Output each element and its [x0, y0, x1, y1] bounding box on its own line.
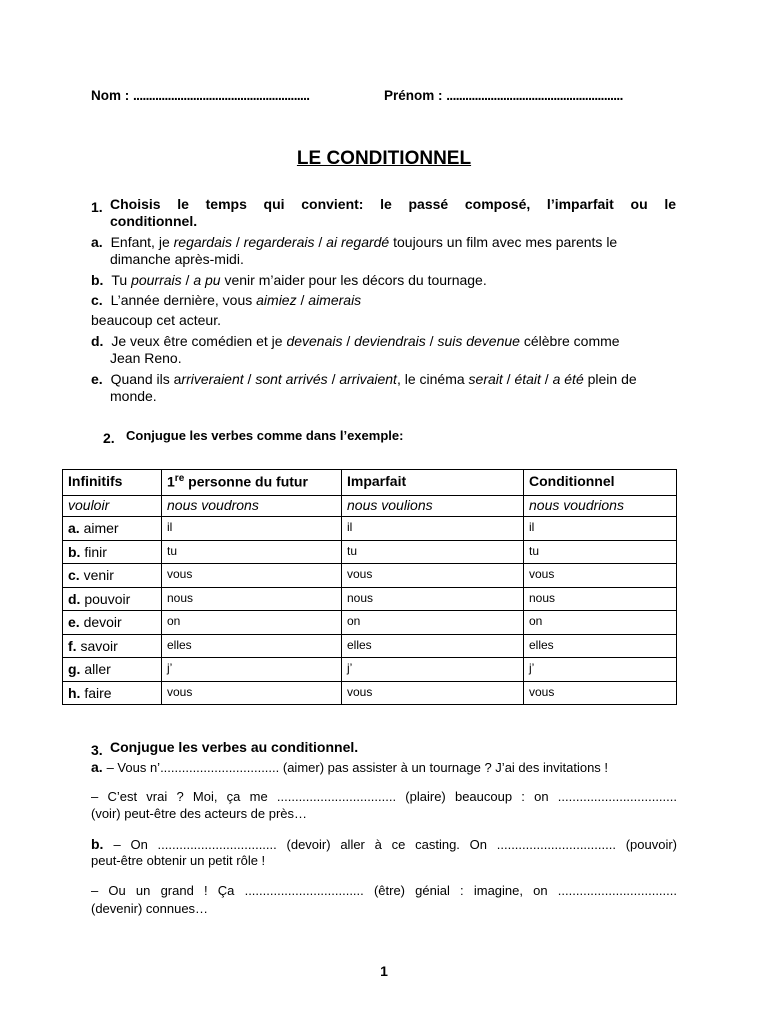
- section1-item-e-line2: monde.: [110, 388, 157, 404]
- page-number: 1: [380, 963, 388, 979]
- verb-infinitive: aimer: [83, 520, 119, 536]
- table-row: [63, 681, 677, 705]
- section1-item-a-line2: dimanche après-midi.: [110, 251, 244, 267]
- pronoun-cell: vous: [524, 681, 677, 705]
- verb-infinitive: venir: [83, 567, 114, 583]
- pronoun-cell: vous: [162, 681, 342, 705]
- row-label: b.: [68, 543, 81, 560]
- item-text: Je veux être comédien et je: [111, 333, 287, 349]
- pronoun-cell: elles: [524, 634, 677, 658]
- section1-item-c: [91, 292, 361, 309]
- section1-item-e: [91, 371, 637, 388]
- separator: /: [296, 292, 309, 308]
- row-label: g.: [68, 661, 81, 677]
- row-label: e.: [68, 614, 80, 630]
- verb-cell: [63, 658, 162, 682]
- col-header-imparfait: Imparfait: [342, 470, 524, 496]
- item-label: b.: [91, 836, 104, 852]
- section1-number: 1.: [91, 199, 103, 215]
- col-header-conditionnel: Conditionnel: [524, 470, 677, 496]
- verb-infinitive: finir: [84, 543, 107, 560]
- choice-option: a été: [552, 371, 584, 387]
- pronoun-cell: nous: [342, 587, 524, 611]
- section1-item-d: [91, 333, 620, 350]
- verb-cell: [63, 681, 162, 705]
- section3-line-a2: – C’est vrai ? Moi, ça me ................................. (plaire) beaucoup : on .................................: [91, 789, 677, 804]
- section3-instruction: Conjugue les verbes au conditionnel.: [110, 739, 359, 755]
- name-field: [91, 88, 309, 103]
- item-label: a.: [91, 759, 103, 775]
- name-label: Nom :: [91, 88, 130, 103]
- pronoun-cell: on: [342, 611, 524, 635]
- table-row-example: [63, 496, 677, 517]
- choice-option: était: [514, 371, 541, 387]
- item-text: toujours un film avec mes parents le: [389, 234, 618, 250]
- row-label: c.: [68, 567, 80, 583]
- table-cell: vouloir: [63, 496, 162, 517]
- pronoun-cell: tu: [524, 540, 677, 564]
- section1-item-d-line2: Jean Reno.: [110, 350, 182, 366]
- verb-infinitive: devoir: [83, 614, 122, 630]
- table-cell: nous voulions: [342, 496, 524, 517]
- separator: /: [243, 371, 256, 387]
- row-label: a.: [68, 520, 80, 536]
- choice-option: regarderais: [243, 234, 315, 250]
- firstname-dots: ........................................................: [446, 88, 623, 103]
- table-cell: nous voudrons: [162, 496, 342, 517]
- table-row: [63, 587, 677, 611]
- item-text: célèbre comme: [519, 333, 620, 349]
- item-text: Tu: [111, 272, 132, 288]
- choice-option: suis devenue: [437, 333, 520, 349]
- separator: /: [181, 272, 194, 288]
- separator: /: [425, 333, 438, 349]
- item-label: a.: [91, 234, 103, 250]
- table-row: [63, 564, 677, 588]
- table-row: [63, 611, 677, 635]
- table-row: [63, 540, 677, 564]
- separator: /: [502, 371, 515, 387]
- choice-option: devenais: [286, 333, 343, 349]
- pronoun-cell: on: [524, 611, 677, 635]
- item-text: , le cinéma: [396, 371, 469, 387]
- section1-instruction-line2: conditionnel.: [110, 213, 198, 229]
- verb-infinitive: savoir: [80, 637, 118, 654]
- pronoun-cell: j’: [162, 658, 342, 682]
- col-header-infinitifs: Infinitifs: [63, 470, 162, 496]
- choice-option: regardais: [173, 234, 232, 250]
- pronoun-cell: on: [162, 611, 342, 635]
- pronoun-cell: nous: [524, 587, 677, 611]
- choice-option: aimiez: [256, 292, 297, 308]
- header-text: 1: [167, 473, 175, 490]
- pronoun-cell: j’: [342, 658, 524, 682]
- item-text: Enfant, je: [110, 234, 174, 250]
- pronoun-cell: il: [162, 517, 342, 541]
- page-title: LE CONDITIONNEL: [296, 148, 472, 169]
- pronoun-cell: vous: [162, 564, 342, 588]
- section3-line-a3: (voir) peut-être des acteurs de près…: [91, 806, 308, 821]
- choice-option: pourrais: [131, 272, 182, 288]
- row-label: h.: [68, 684, 81, 701]
- table-cell: nous voudrions: [524, 496, 677, 517]
- separator: /: [314, 234, 327, 250]
- table-row: [63, 634, 677, 658]
- pronoun-cell: j’: [524, 658, 677, 682]
- exercise-text: – Vous n’................................. (aimer) pas assister à un tournage ? J’ai des invitations !: [106, 760, 609, 775]
- separator: /: [342, 333, 355, 349]
- verb-infinitive: aller: [84, 661, 111, 677]
- pronoun-cell: vous: [342, 564, 524, 588]
- item-label: c.: [91, 292, 103, 308]
- section3-number: 3.: [91, 742, 103, 758]
- verb-infinitive: pouvoir: [84, 590, 131, 607]
- pronoun-cell: tu: [162, 540, 342, 564]
- pronoun-cell: vous: [342, 681, 524, 705]
- separator: /: [327, 371, 340, 387]
- separator: /: [232, 234, 244, 250]
- pronoun-cell: vous: [524, 564, 677, 588]
- table-row: [63, 658, 677, 682]
- item-label: b.: [91, 272, 104, 288]
- choice-option: rriveraient: [181, 371, 244, 387]
- verb-cell: [63, 611, 162, 635]
- choice-option: deviendrais: [354, 333, 426, 349]
- verb-cell: [63, 634, 162, 658]
- firstname-field: [384, 88, 623, 103]
- verb-cell: [63, 587, 162, 611]
- section1-instruction-line1: Choisis le temps qui convient: le passé composé, l’imparfait ou le: [110, 196, 676, 212]
- row-label: f.: [68, 637, 77, 654]
- section1-item-b: [91, 272, 487, 289]
- header-superscript: re: [174, 473, 185, 484]
- item-text: plein de: [583, 371, 637, 387]
- table-header-row: [63, 470, 677, 496]
- choice-option: ai regardé: [326, 234, 390, 250]
- verb-cell: [63, 564, 162, 588]
- verb-infinitive: faire: [84, 684, 112, 701]
- exercise-text: – On ................................. (devoir) aller à ce casting. On ................................. (pouvoir): [113, 837, 677, 852]
- item-label: e.: [91, 371, 103, 387]
- choice-option: sont arrivés: [255, 371, 328, 387]
- choice-option: a pu: [193, 272, 221, 288]
- col-header-futur: [162, 470, 342, 496]
- section3-line-a1: [91, 758, 608, 777]
- verb-cell: [63, 540, 162, 564]
- section3-line-b4: (devenir) connues…: [91, 901, 209, 916]
- header-text: personne du futur: [184, 473, 308, 490]
- section2-instruction: Conjugue les verbes comme dans l’exemple:: [126, 428, 404, 443]
- separator: /: [540, 371, 553, 387]
- pronoun-cell: il: [524, 517, 677, 541]
- item-label: d.: [91, 333, 104, 349]
- section1-item-a: [91, 234, 681, 251]
- name-dots: ........................................................: [133, 88, 310, 103]
- section2-number: 2.: [103, 430, 115, 446]
- choice-option: aimerais: [308, 292, 362, 308]
- section1-item-c-line2: beaucoup cet acteur.: [91, 312, 221, 328]
- pronoun-cell: elles: [342, 634, 524, 658]
- choice-option: serait: [468, 371, 503, 387]
- table-row: [63, 517, 677, 541]
- firstname-label: Prénom :: [384, 88, 443, 103]
- conjugation-table: [62, 469, 677, 705]
- pronoun-cell: tu: [342, 540, 524, 564]
- pronoun-cell: elles: [162, 634, 342, 658]
- choice-option: arrivaient: [339, 371, 397, 387]
- verb-cell: [63, 517, 162, 541]
- row-label: d.: [68, 590, 81, 607]
- pronoun-cell: il: [342, 517, 524, 541]
- item-text: venir m’aider pour les décors du tournage.: [220, 272, 487, 288]
- section3-line-b3: – Ou un grand ! Ça ................................. (être) génial : imagine, on .................................: [91, 883, 677, 898]
- item-text: Quand ils a: [110, 371, 182, 387]
- section3-line-b2: peut-être obtenir un petit rôle !: [91, 853, 266, 868]
- item-text: L’année dernière, vous: [110, 292, 257, 308]
- pronoun-cell: nous: [162, 587, 342, 611]
